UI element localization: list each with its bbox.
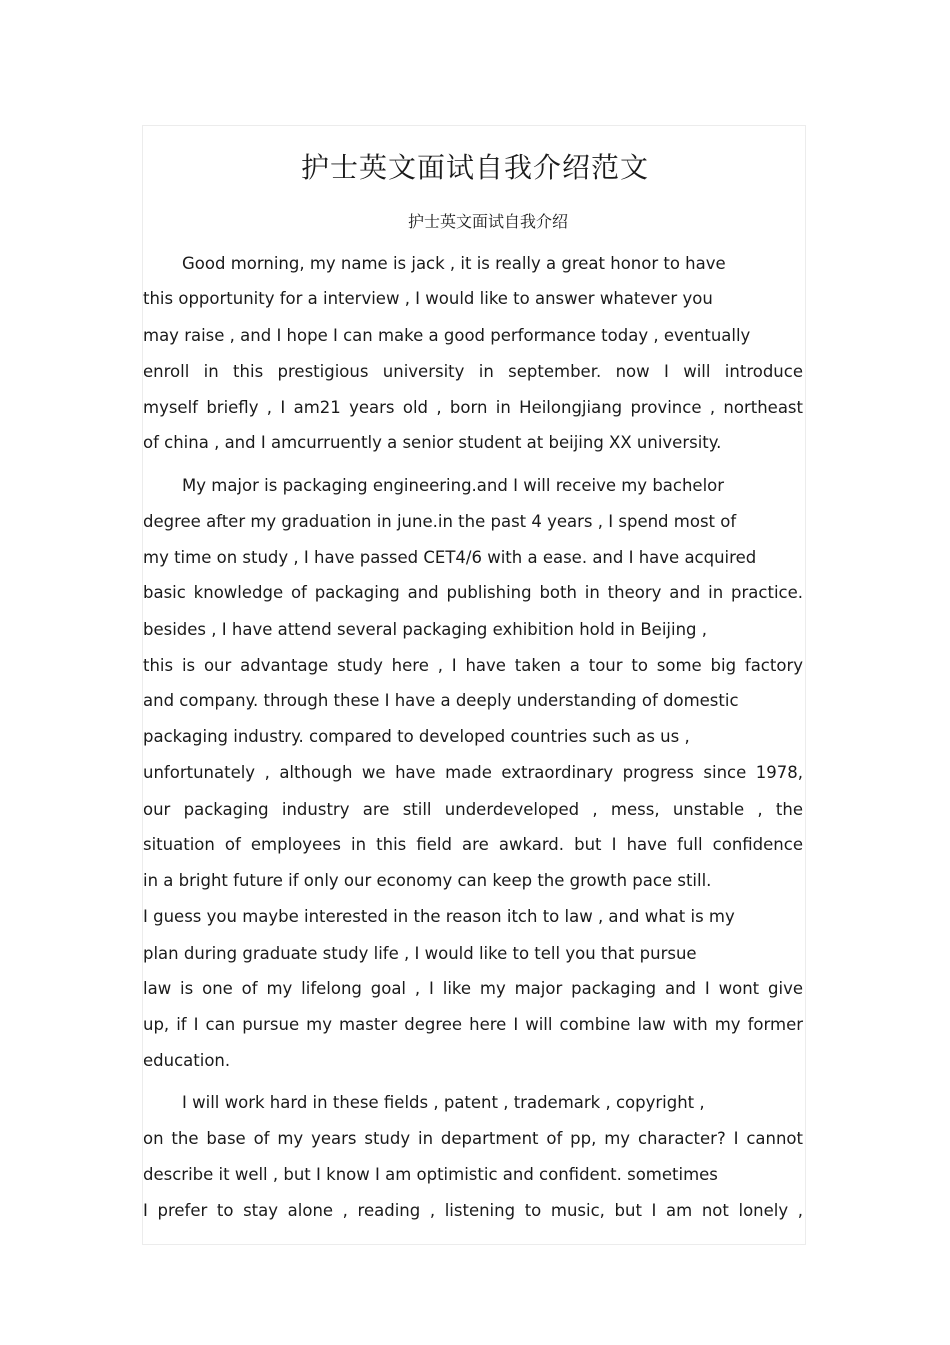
- text-line: of china , and I amcurruently a senior student at beijing XX university.: [143, 433, 722, 452]
- text-line: My major is packaging engineering.and I will receive my bachelor: [182, 476, 725, 495]
- text-line: plan during graduate study life , I would like to tell you that pursue: [143, 944, 697, 963]
- text-line: unfortunately , although we have made extraordinary progress since 1978,: [143, 763, 803, 782]
- text-line: describe it well , but I know I am optimistic and confident. sometimes: [143, 1165, 718, 1184]
- text-line: education.: [143, 1051, 231, 1070]
- text-line: law is one of my lifelong goal , I like my major packaging and I wont give: [143, 979, 803, 998]
- text-line: on the base of my years study in department of pp, my character? I cannot: [143, 1129, 803, 1148]
- text-line: degree after my graduation in june.in the past 4 years , I spend most of: [143, 512, 737, 531]
- document-subtitle: 护士英文面试自我介绍: [407, 212, 568, 231]
- text-line: I prefer to stay alone , reading , listening to music, but I am not lonely ,: [143, 1201, 803, 1220]
- text-line: enroll in this prestigious university in september. now I will introduce: [143, 362, 803, 381]
- text-line: situation of employees in this field are awkard. but I have full confidence: [143, 835, 803, 854]
- text-line: our packaging industry are still underdeveloped , mess, unstable , the: [143, 800, 803, 819]
- text-line: up, if I can pursue my master degree here I will combine law with my former: [143, 1015, 803, 1034]
- text-line: in a bright future if only our economy can keep the growth pace still.: [143, 871, 712, 890]
- text-line: I guess you maybe interested in the reason itch to law , and what is my: [143, 907, 735, 926]
- text-line: this opportunity for a interview , I would like to answer whatever you: [143, 289, 713, 308]
- text-line: my time on study , I have passed CET4/6 with a ease. and I have acquired: [143, 548, 757, 567]
- text-line: basic knowledge of packaging and publishing both in theory and in practice.: [143, 583, 803, 602]
- document-title: 护士英文面试自我介绍范文: [300, 151, 649, 184]
- text-line: besides , I have attend several packaging exhibition hold in Beijing ,: [143, 620, 707, 639]
- text-line: I will work hard in these fields , patent , trademark , copyright ,: [182, 1093, 705, 1112]
- text-line: myself briefly , I am21 years old , born in Heilongjiang province , northeast: [143, 398, 803, 417]
- text-line: may raise , and I hope I can make a good performance today , eventually: [143, 326, 751, 345]
- text-line: packaging industry. compared to developed countries such as us ,: [143, 727, 690, 746]
- text-line: this is our advantage study here , I have taken a tour to some big factory: [143, 656, 803, 675]
- text-line: Good morning, my name is jack , it is really a great honor to have: [182, 254, 726, 273]
- text-line: and company. through these I have a deeply understanding of domestic: [143, 691, 739, 710]
